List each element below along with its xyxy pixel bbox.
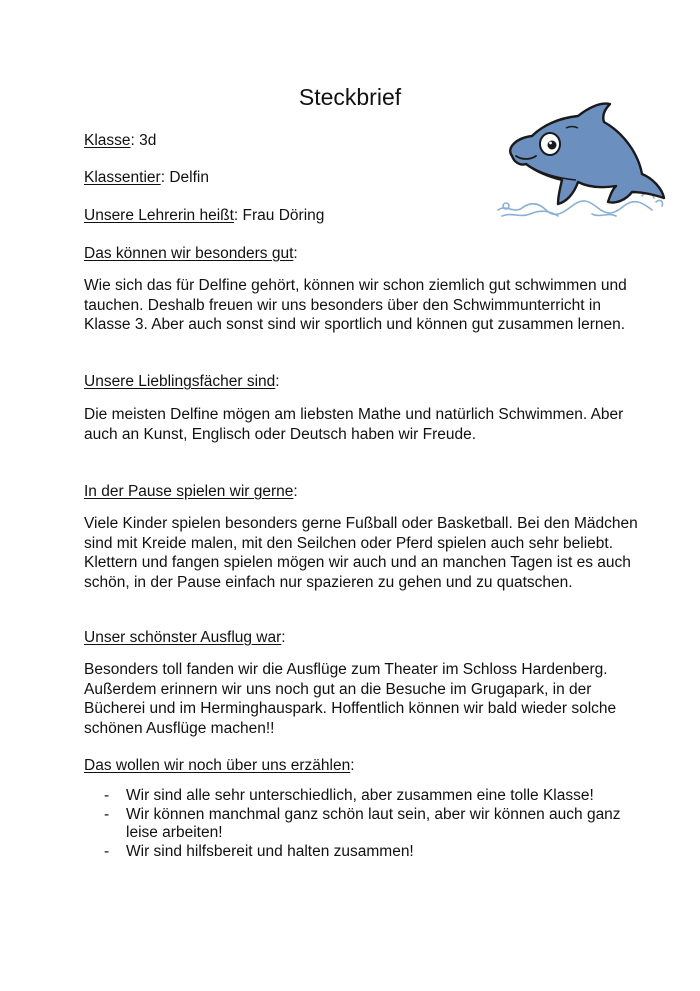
section-heading-text: In der Pause spielen wir gerne [84, 483, 294, 500]
heading-separator: : [350, 757, 355, 774]
field-value: Frau Döring [242, 207, 325, 224]
page-title: Steckbrief [298, 84, 402, 110]
bullet-list [104, 787, 624, 861]
section-paragraph: Wie sich das für Delfine gehört, können wir schon ziemlich gut schwimmen und tauchen. Deshalb freuen wir uns besonders über den Schwimmunterricht in Klasse 3. Aber auch sonst sind wir sportlich und können gut zusammen lernen. [84, 277, 627, 333]
section-heading-text: Das wollen wir noch über uns erzählen [84, 757, 351, 774]
field-lehrerin [84, 206, 324, 225]
bullet-dash: - [104, 787, 110, 804]
section-heading [84, 244, 298, 263]
list-item [104, 787, 624, 806]
list-item-text: Wir sind alle sehr unterschiedlich, aber zusammen eine tolle Klasse! [126, 787, 594, 804]
section-paragraph: Die meisten Delfine mögen am liebsten Mathe und natürlich Schwimmen. Aber auch an Kunst, Englisch oder Deutsch haben wir Freude. [84, 406, 624, 443]
list-item [104, 843, 624, 862]
heading-separator: : [293, 245, 298, 262]
dolphin-icon [492, 98, 668, 226]
section-heading-text: Unsere Lieblingsfächer sind [84, 373, 276, 390]
section-heading-text: Unser schönster Ausflug war [84, 629, 282, 646]
field-value: Delfin [169, 169, 209, 186]
heading-separator: : [281, 629, 286, 646]
section-heading [84, 372, 280, 391]
field-klassentier [84, 168, 209, 187]
section-paragraph: Viele Kinder spielen besonders gerne Fußball oder Basketball. Bei den Mädchen sind mit Kreide malen, mit den Seilchen oder Pferd spielen auch sehr beliebt. Klettern und fangen spielen mögen wir auch und an manchen Tagen ist es auch schön, in der Pause einfach nur spazieren zu gehen und zu quatschen. [84, 515, 638, 591]
bullet-dash: - [104, 805, 110, 823]
heading-separator: : [275, 373, 280, 390]
section-heading-text: Das können wir besonders gut [84, 245, 294, 262]
field-value: 3d [139, 132, 157, 149]
section-paragraph: Besonders toll fanden wir die Ausflüge zum Theater im Schloss Hardenberg. Außerdem erinnern wir uns noch gut an die Besuche im Grugapark, in der Bücherei und im Herminghauspark. Hoffentlich können wir bald wieder solche schönen Ausflüge machen!! [84, 661, 617, 737]
bullet-dash: - [104, 842, 110, 860]
section-heading [84, 756, 355, 775]
heading-separator: : [293, 483, 298, 500]
field-label: Klasse [84, 132, 131, 149]
field-label: Unsere Lehrerin heißt [84, 207, 234, 224]
field-separator: : [233, 207, 239, 224]
list-item [104, 806, 624, 843]
field-klasse [84, 131, 156, 150]
section-heading [84, 482, 298, 501]
field-separator: : [160, 169, 165, 186]
section-heading [84, 628, 286, 647]
list-item-text: Wir sind hilfsbereit und halten zusammen! [126, 842, 414, 860]
field-separator: : [130, 132, 135, 149]
list-item-text: Wir können manchmal ganz schön laut sein, aber wir können auch ganz leise arbeiten! [126, 805, 621, 841]
field-label: Klassentier [84, 169, 161, 186]
